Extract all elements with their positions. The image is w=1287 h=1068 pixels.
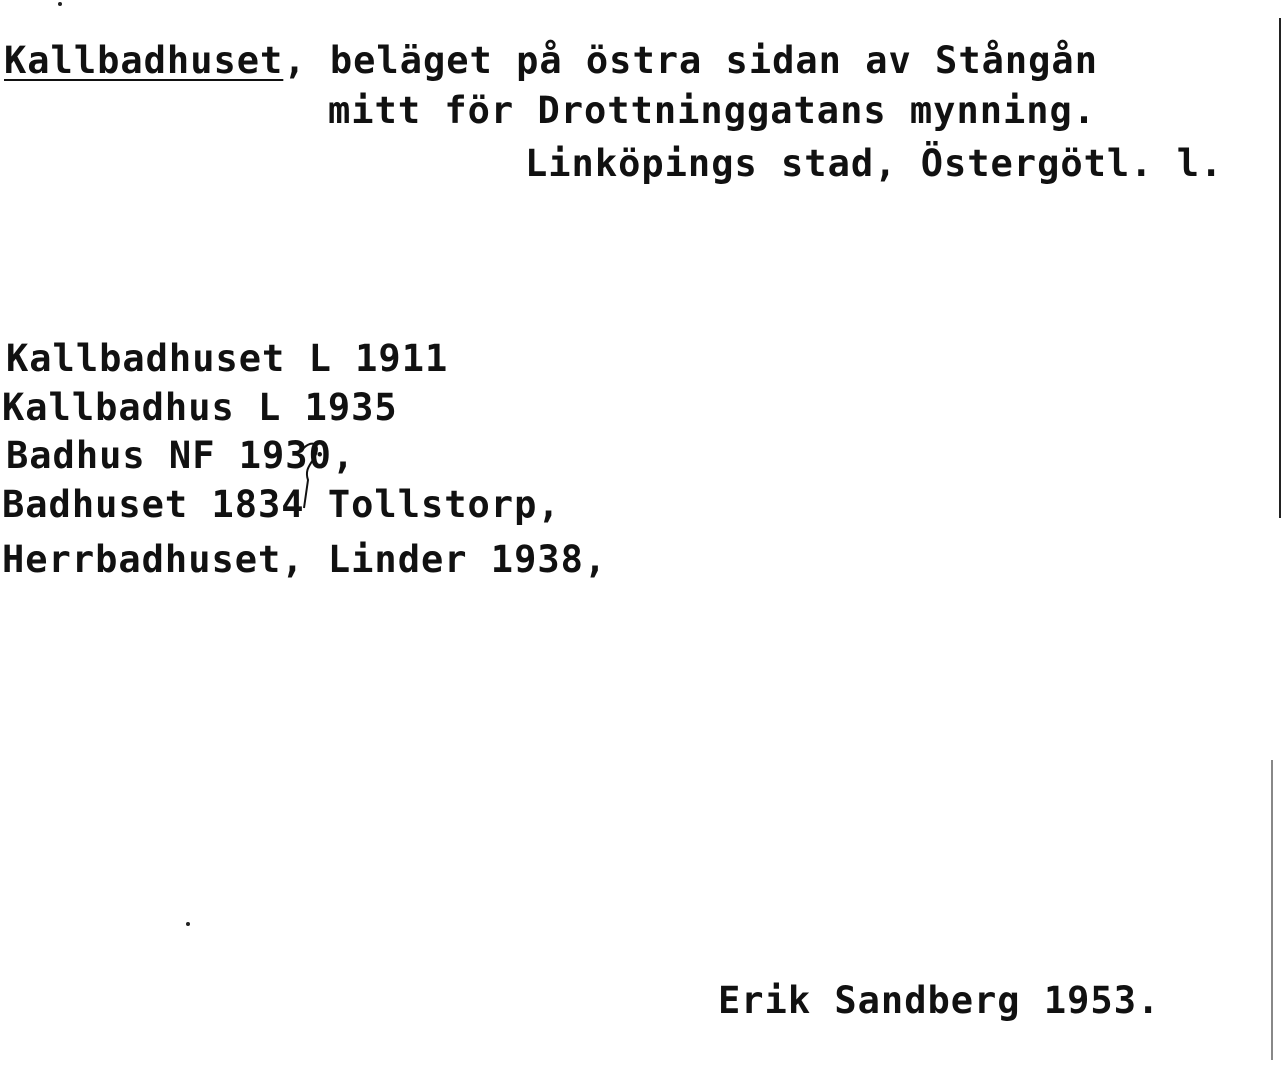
entry-line: Kallbadhuset L 1911 (6, 337, 449, 380)
heading-title-suffix: , beläget på östra sidan av Stångån (283, 39, 1098, 82)
heading-line-2: mitt för Drottninggatans mynning. (328, 89, 1097, 132)
card-edge-line (1279, 18, 1281, 518)
ink-speck (186, 922, 190, 926)
signature: Erik Sandberg 1953. (718, 979, 1161, 1022)
entry-line: Badhus NF 1930, (6, 434, 356, 477)
entry-line: Kallbadhus L 1935 (2, 386, 398, 429)
entry-line: Badhuset 1834 Tollstorp, (2, 483, 561, 526)
entry-line: Herrbadhuset, Linder 1938, (2, 538, 608, 581)
pen-correction-mark (296, 428, 336, 518)
heading-line-3: Linköpings stad, Östergötl. l. (525, 142, 1224, 185)
ink-speck (58, 2, 62, 6)
card-edge-line-lower (1271, 760, 1273, 1060)
heading-title: Kallbadhuset (4, 39, 284, 82)
heading-line-1 (4, 39, 1098, 82)
